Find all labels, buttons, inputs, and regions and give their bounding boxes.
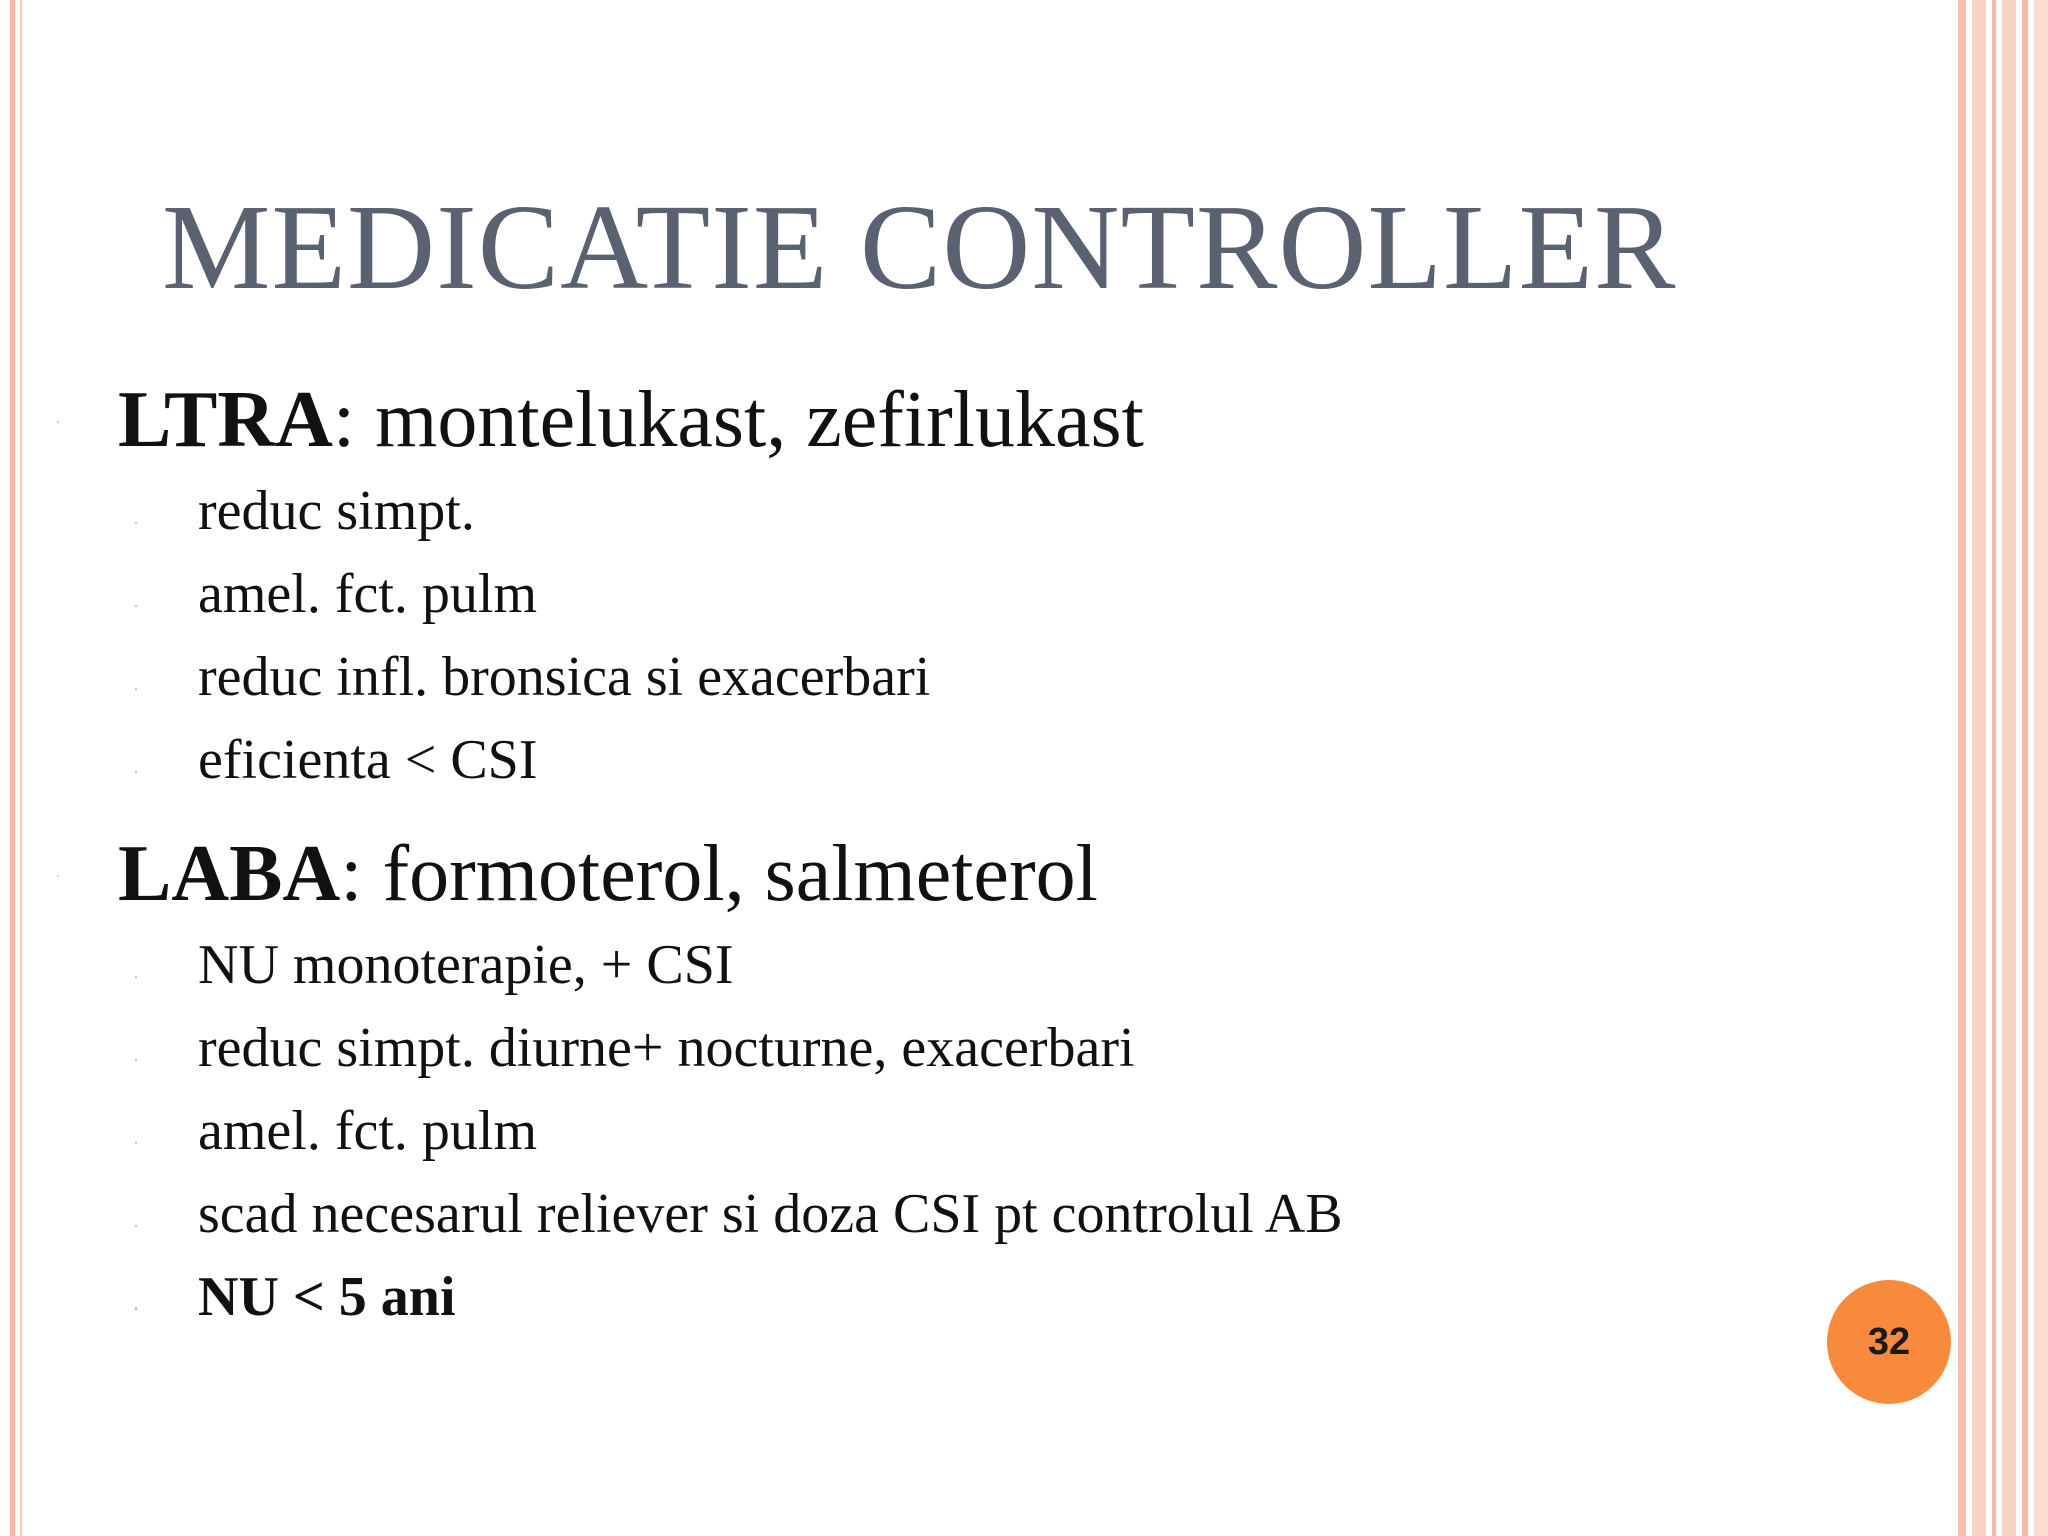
list-item-text: reduc infl. bronsica si exacerbari bbox=[198, 646, 931, 708]
section-gap bbox=[118, 802, 1818, 824]
section-keyword: LABA bbox=[118, 830, 341, 918]
list-item-text: eficienta < CSI bbox=[198, 729, 538, 791]
bullet-icon: . bbox=[134, 1131, 138, 1148]
page-number-badge: 32 bbox=[1827, 1280, 1951, 1404]
slide-title: MEDICATIE CONTROLLER bbox=[162, 180, 1677, 315]
bullet-icon: . bbox=[56, 866, 60, 881]
list-item bbox=[118, 1256, 1818, 1339]
right-border-stripe bbox=[1992, 0, 1996, 1536]
list-item-text: amel. fct. pulm bbox=[198, 1100, 538, 1162]
section-description: : formoterol, salmeterol bbox=[340, 830, 1098, 918]
list-item bbox=[118, 1173, 1818, 1256]
section-heading-ltra bbox=[56, 370, 1818, 470]
section-heading-laba bbox=[56, 824, 1818, 924]
list-item-text: NU < 5 ani bbox=[198, 1266, 456, 1328]
bullet-icon: . bbox=[134, 1297, 138, 1314]
bullet-icon: . bbox=[56, 412, 60, 427]
bullet-icon: . bbox=[134, 1048, 138, 1065]
list-item-text: scad necesarul reliever si doza CSI pt controlul AB bbox=[198, 1183, 1343, 1245]
list-item bbox=[118, 924, 1818, 1007]
right-border-stripe bbox=[1972, 0, 1986, 1536]
bullet-icon: . bbox=[134, 965, 138, 982]
section-keyword: LTRA bbox=[118, 376, 333, 464]
slide-content bbox=[56, 370, 1818, 1339]
section-description: : montelukast, zefirlukast bbox=[332, 376, 1144, 464]
list-item-text: reduc simpt. diurne+ nocturne, exacerbari bbox=[198, 1017, 1135, 1079]
list-item-text: amel. fct. pulm bbox=[198, 563, 538, 625]
left-border-line bbox=[10, 0, 15, 1536]
list-item bbox=[118, 470, 1818, 553]
right-border-stripe bbox=[1958, 0, 1966, 1536]
right-border-stripe bbox=[2002, 0, 2016, 1536]
right-border-stripe bbox=[2022, 0, 2028, 1536]
list-item-text: NU monoterapie, + CSI bbox=[198, 934, 734, 996]
list-item bbox=[118, 636, 1818, 719]
bullet-icon: . bbox=[134, 511, 138, 528]
list-item bbox=[118, 1007, 1818, 1090]
bullet-icon: . bbox=[134, 760, 138, 777]
bullet-icon: . bbox=[134, 594, 138, 611]
list-item bbox=[118, 719, 1818, 802]
list-item bbox=[118, 553, 1818, 636]
list-item bbox=[118, 1090, 1818, 1173]
right-border-stripe bbox=[2034, 0, 2048, 1536]
left-border-line-thin bbox=[20, 0, 22, 1536]
bullet-icon: . bbox=[134, 1214, 138, 1231]
bullet-icon: . bbox=[134, 677, 138, 694]
list-item-text: reduc simpt. bbox=[198, 480, 475, 542]
